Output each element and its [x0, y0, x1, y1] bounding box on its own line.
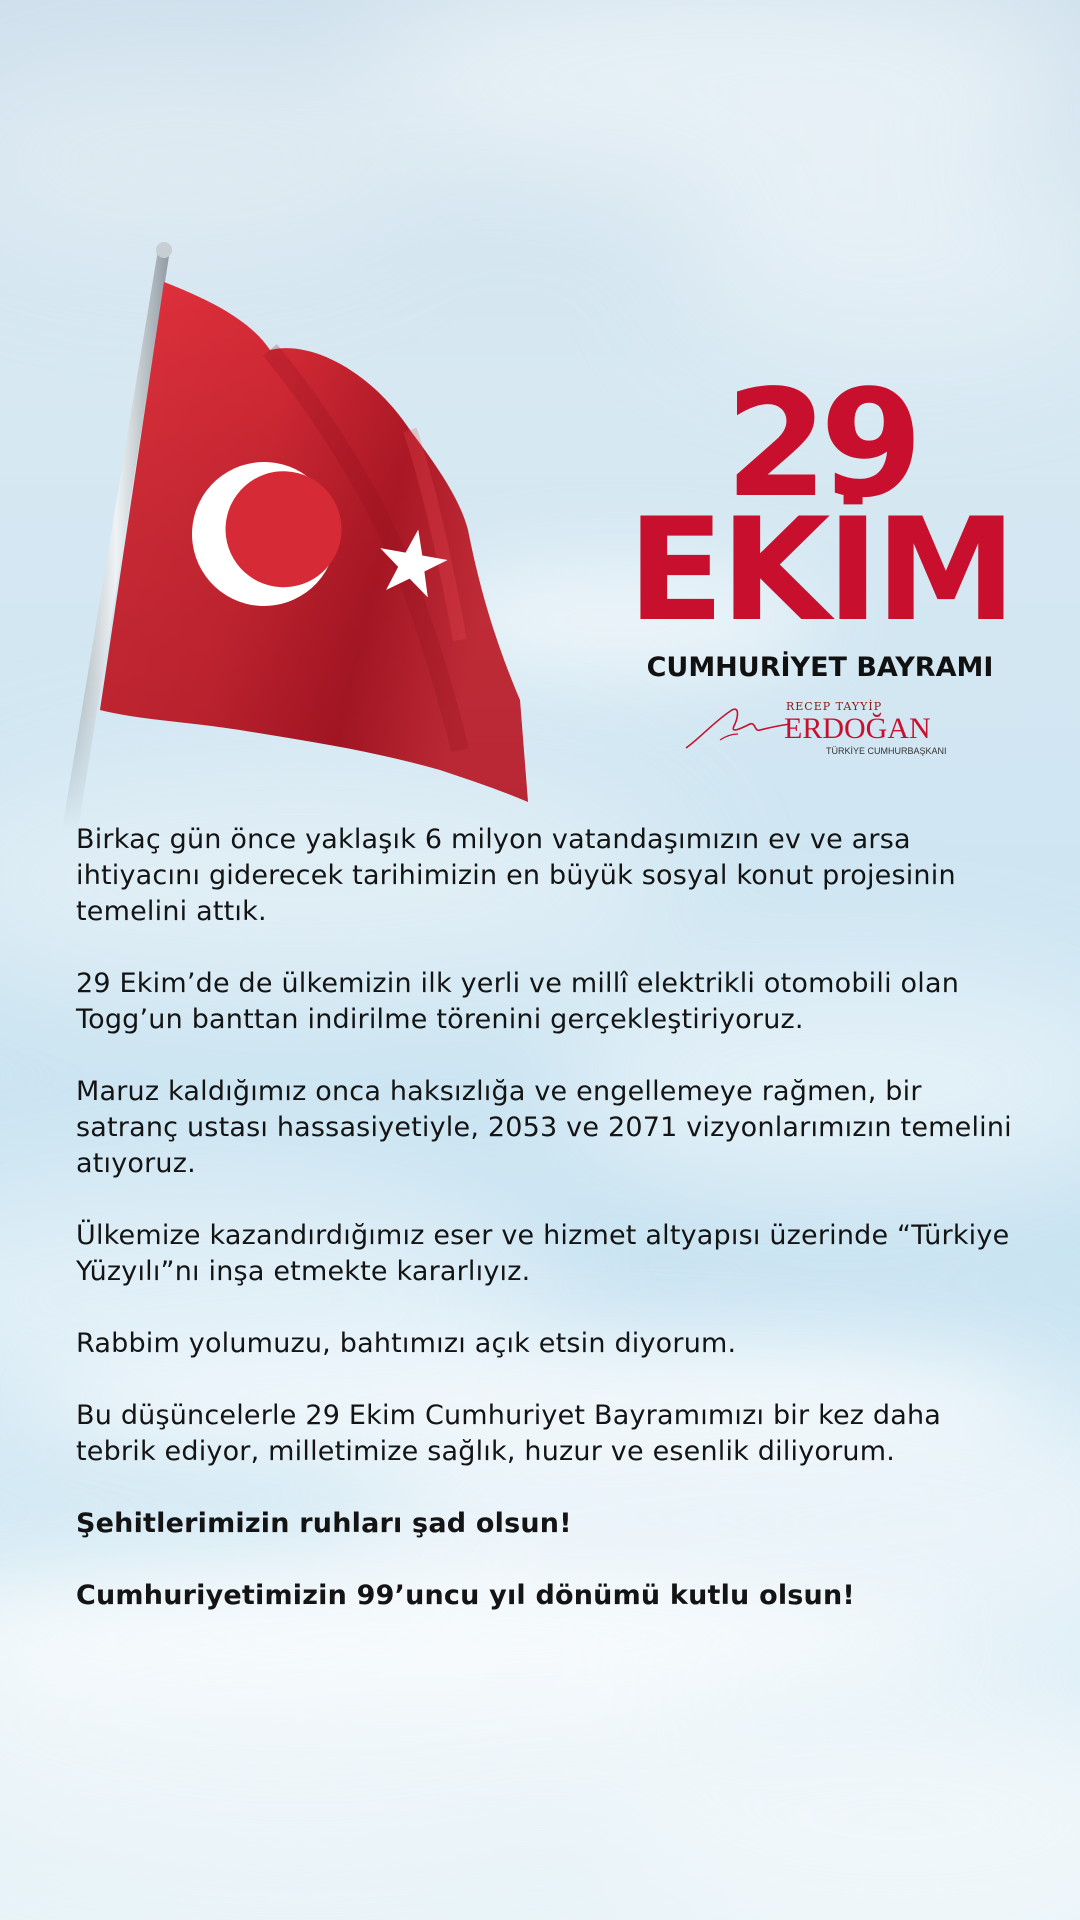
message-paragraph: Maruz kaldığımız onca haksızlığa ve engellemeye rağmen, bir satranç ustası hassasiyetiyle, 2053 ve 2071 vizyonlarımızın temelini atıyoruz. — [76, 1076, 1012, 1179]
handwritten-signature-icon — [680, 700, 800, 760]
message-paragraph: Ülkemize kazandırdığımız eser ve hizmet altyapısı üzerinde “Türkiye Yüzyılı”nı inşa etmekte kararlıyız. — [76, 1220, 1010, 1287]
signature-office: TÜRKİYE CUMHURBAŞKANI — [826, 746, 947, 756]
message-paragraph: Birkaç gün önce yaklaşık 6 milyon vatandaşımızın ev ve arsa ihtiyacını giderecek tarihimizin en büyük sosyal konut projesinin temelini attık. — [76, 824, 956, 927]
month-name: EKİM — [627, 488, 1013, 653]
day-number: 29 — [725, 358, 915, 530]
signature-surname: ERDOĞAN — [784, 712, 931, 745]
turkish-flag-icon — [40, 230, 580, 830]
message-paragraph: Bu düşüncelerle 29 Ekim Cumhuriyet Bayramımızı bir kez daha tebrik ediyor, milletimize sağlık, huzur ve esenlik diliyorum. — [76, 1400, 942, 1467]
message-paragraph: 29 Ekim’de de ülkemizin ilk yerli ve millî elektrikli otomobili olan Togg’un banttan indirilme törenini gerçekleştiriyoruz. — [76, 968, 960, 1035]
closing-line-martyrs: Şehitlerimizin ruhları şad olsun! — [76, 1508, 572, 1539]
message-paragraph: Rabbim yolumuzu, bahtımızı açık etsin diyorum. — [76, 1328, 737, 1359]
signature-block — [680, 700, 960, 780]
holiday-subtitle: CUMHURİYET BAYRAMI — [646, 652, 994, 683]
closing-line-anniversary: Cumhuriyetimizin 99’uncu yıl dönümü kutlu olsun! — [76, 1580, 855, 1611]
signature-first-name: RECEP TAYYİP — [786, 700, 883, 713]
message-body — [76, 822, 1016, 1650]
